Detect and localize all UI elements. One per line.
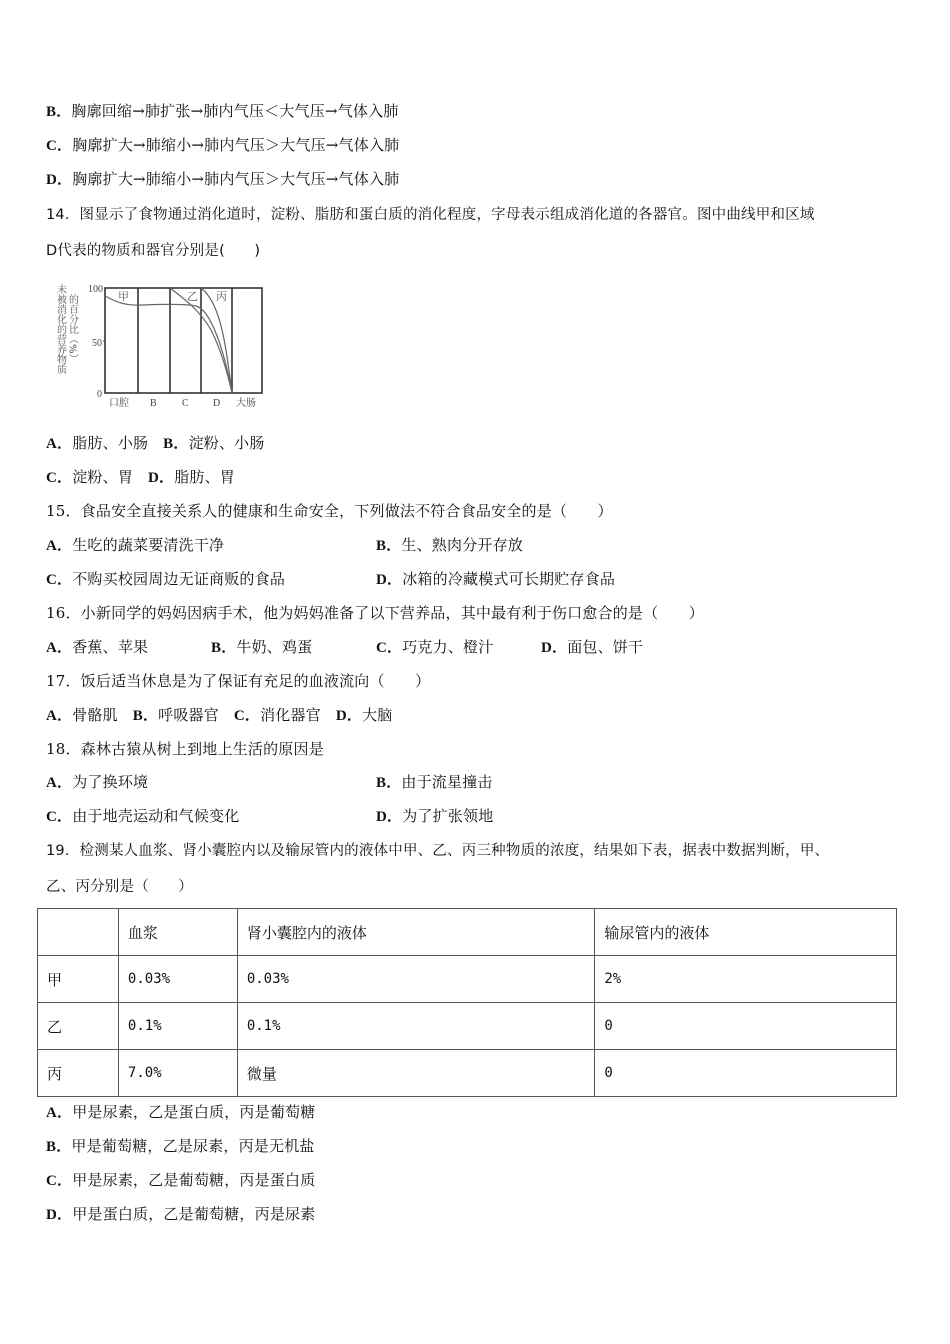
option-text: 巧克力、橙汁 (402, 638, 494, 656)
option-text: 香蕉、苹果 (72, 638, 149, 656)
q15-option-b (376, 535, 523, 556)
q16-option-b (211, 637, 312, 658)
xcat-c: C (182, 398, 189, 409)
option-key: D． (541, 640, 568, 656)
q14-options-row1 (46, 433, 265, 454)
option-key: A． (46, 775, 73, 791)
option-key: D． (335, 708, 363, 724)
digestion-chart (46, 280, 276, 412)
q15-option-c (46, 569, 285, 590)
option-key: C． (233, 708, 261, 724)
ytick-50: 50 (92, 338, 102, 349)
option-key: C． (46, 138, 73, 154)
option-text: 为了扩张领地 (402, 807, 494, 825)
option-text: 不购买校园周边无证商贩的食品 (72, 570, 286, 588)
option-text: 胸廓回缩→肺扩张→肺内气压＜大气压→气体入肺 (71, 102, 399, 120)
q16-option-c (376, 637, 493, 658)
concentration-table (37, 908, 897, 1097)
label-jia: 甲 (118, 290, 129, 303)
option-text: 甲是葡萄糖，乙是尿素，丙是无机盐 (71, 1137, 315, 1155)
q18-option-c (46, 806, 239, 827)
option-key: D． (46, 1207, 73, 1223)
option-text: 由于地壳运动和气候变化 (72, 807, 240, 825)
option-text: 甲是尿素，乙是葡萄糖，丙是蛋白质 (72, 1171, 316, 1189)
table-cell: 丙 (38, 1050, 119, 1097)
table-cell: 0 (595, 1003, 897, 1050)
q19-stem-line1: 19．检测某人血浆、肾小囊腔内以及输尿管内的液体中甲、乙、丙三种物质的浓度，结果如下表，据表中数据判断，甲、 (46, 843, 830, 859)
table-cell: 0.03% (237, 956, 595, 1003)
label-bing: 丙 (216, 290, 227, 303)
option-key: B． (376, 538, 402, 554)
q15-option-a (46, 535, 224, 556)
option-key: C． (46, 1173, 73, 1189)
q16-option-d (541, 637, 643, 658)
option-text: 骨骼肌 (72, 706, 118, 724)
q16-stem: 16．小新同学的妈妈因病手术，他为妈妈准备了以下营养品，其中最有利于伤口愈合的是（ ） (46, 604, 704, 622)
label-yi: 乙 (187, 290, 198, 303)
q19-option-b (46, 1136, 315, 1157)
option-text: 牛奶、鸡蛋 (236, 638, 313, 656)
table-row (38, 956, 897, 1003)
option-text: 淀粉、胃 (72, 468, 134, 486)
option-text: 胸廓扩大→肺缩小→肺内气压＞大气压→气体入肺 (72, 136, 400, 154)
option-key: B． (46, 1139, 72, 1155)
option-text: 面包、饼干 (567, 638, 644, 656)
chart-frame (105, 288, 262, 393)
option-text: 冰箱的冷藏模式可长期贮存食品 (402, 570, 616, 588)
q16-option-a (46, 637, 148, 658)
xcat-large-intestine: 大肠 (236, 398, 256, 409)
option-text: 脂肪、小肠 (72, 434, 149, 452)
q15-stem: 15．食品安全直接关系人的健康和生命安全，下列做法不符合食品安全的是（ ） (46, 502, 613, 520)
option-key: A． (46, 640, 73, 656)
option-text: 消化器官 (260, 706, 321, 724)
table-header-cell (38, 909, 119, 956)
table-cell: 7.0% (118, 1050, 237, 1097)
table-cell: 2% (595, 956, 897, 1003)
ytick-100: 100 (88, 284, 103, 295)
y-axis-label-1: 未被消化的营养物质 (54, 284, 66, 374)
q18-stem: 18．森林古猿从树上到地上生活的原因是 (46, 740, 324, 758)
table-header-row (38, 909, 897, 956)
option-key: A． (46, 708, 73, 724)
q13-option-d (46, 169, 399, 190)
option-text: 生、熟肉分开存放 (401, 536, 524, 554)
option-key: C． (376, 640, 403, 656)
table-row (38, 1003, 897, 1050)
option-key: C． (46, 572, 73, 588)
xcat-d: D (213, 398, 221, 409)
xcat-b: B (150, 398, 157, 409)
option-key: A． (46, 538, 73, 554)
digestion-chart-svg (46, 280, 276, 412)
option-key: B． (163, 436, 189, 452)
option-text: 大脑 (362, 706, 393, 724)
option-key: B． (376, 775, 402, 791)
option-key: B． (46, 104, 72, 120)
q18-option-d (376, 806, 493, 827)
option-key: C． (46, 809, 73, 825)
q19-option-c (46, 1170, 315, 1191)
table-cell: 微量 (237, 1050, 595, 1097)
option-text: 呼吸器官 (158, 706, 219, 724)
table-cell: 0.1% (237, 1003, 595, 1050)
q14-options-row2 (46, 467, 235, 488)
option-key: A． (46, 1105, 73, 1121)
option-text: 淀粉、小肠 (188, 434, 265, 452)
q17-stem: 17．饭后适当休息是为了保证有充足的血液流向（ ） (46, 672, 431, 690)
option-text: 生吃的蔬菜要清洗干净 (72, 536, 225, 554)
option-text: 胸廓扩大→肺缩小→肺内气压＞大气压→气体入肺 (72, 170, 400, 188)
table-header-cell: 血浆 (118, 909, 237, 956)
option-text: 由于流星撞击 (401, 773, 493, 791)
table-row (38, 1050, 897, 1097)
option-key: D． (46, 172, 73, 188)
table-cell: 乙 (38, 1003, 119, 1050)
q15-option-d (376, 569, 615, 590)
table-cell: 甲 (38, 956, 119, 1003)
table-cell: 0.1% (118, 1003, 237, 1050)
q17-options (46, 705, 392, 726)
option-key: D． (147, 470, 175, 486)
option-text: 甲是尿素，乙是蛋白质，丙是葡萄糖 (72, 1103, 316, 1121)
curve-jia (105, 296, 232, 393)
table-header-cell: 肾小囊腔内的液体 (237, 909, 595, 956)
q19-option-a (46, 1102, 315, 1123)
q19-option-d (46, 1204, 315, 1225)
option-text: 甲是蛋白质，乙是葡萄糖，丙是尿素 (72, 1205, 316, 1223)
option-key: A． (46, 436, 73, 452)
q13-option-b (46, 101, 399, 122)
option-text: 脂肪、胃 (174, 468, 235, 486)
q18-option-a (46, 772, 148, 793)
option-key: D． (376, 572, 403, 588)
q19-stem-line2: 乙、丙分别是（ ） (46, 879, 193, 895)
q13-option-c (46, 135, 399, 156)
option-key: C． (46, 470, 73, 486)
option-text: 为了换环境 (72, 773, 149, 791)
ytick-0: 0 (97, 389, 102, 400)
q14-stem-line2: D代表的物质和器官分别是( ) (46, 243, 261, 259)
option-key: B． (132, 708, 159, 724)
xcat-mouth: 口腔 (109, 398, 129, 409)
curve-bing (201, 288, 232, 393)
q18-option-b (376, 772, 493, 793)
q14-stem-line1: 14．图显示了食物通过消化道时，淀粉、脂肪和蛋白质的消化程度，字母表示组成消化道的各器官。图中曲线甲和区域 (46, 207, 815, 223)
table-cell: 0.03% (118, 956, 237, 1003)
y-axis-label-2: 的百分比（%） (66, 294, 78, 364)
table-header-cell: 输尿管内的液体 (595, 909, 897, 956)
option-key: B． (211, 640, 237, 656)
table-cell: 0 (595, 1050, 897, 1097)
option-key: D． (376, 809, 403, 825)
